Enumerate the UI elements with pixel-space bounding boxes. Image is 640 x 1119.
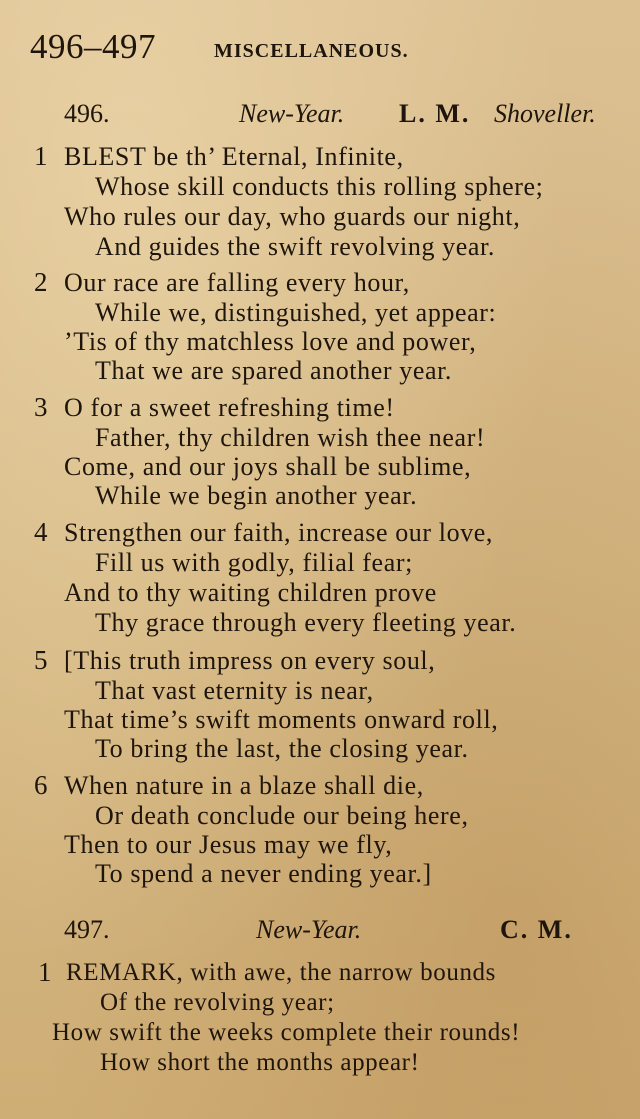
verse-line: Father, thy children wish thee near! [95, 423, 486, 452]
verse-line: That we are spared another year. [95, 356, 453, 385]
verse-line: And guides the swift revolving year. [95, 232, 495, 261]
stanza-number: 5 [34, 645, 48, 675]
hymn-tune: Shoveller. [494, 99, 596, 128]
verse-line: [This truth impress on every soul, [64, 646, 436, 675]
verse-line: Our race are falling every hour, [64, 268, 410, 297]
hymn-meter: L. M. [399, 99, 471, 128]
verse-line: While we begin another year. [95, 481, 418, 510]
verse-line: Who rules our day, who guards our night, [64, 202, 521, 231]
verse-line: Thy grace through every fleeting year. [95, 608, 517, 637]
section-title: MISCELLANEOUS. [214, 40, 409, 62]
verse-line: How swift the weeks complete their rounds! [52, 1019, 521, 1046]
hymn-title: New-Year. [239, 99, 345, 128]
verse-line: How short the months appear! [100, 1049, 420, 1076]
stanza-number: 4 [34, 517, 48, 547]
page-range: 496–497 [30, 27, 156, 66]
verse-line: Or death conclude our being here, [95, 801, 469, 830]
hymn-heading [64, 97, 614, 131]
verse-line: That vast eternity is near, [95, 676, 374, 705]
hymn-number: 496. [64, 99, 110, 128]
hymn-number: 497. [64, 915, 110, 944]
stanza-number: 1 [38, 957, 52, 987]
stanza-number: 2 [34, 267, 48, 297]
running-head [30, 24, 630, 74]
verse-line: Strengthen our faith, increase our love, [64, 518, 494, 547]
verse-line: To spend a never ending year.] [95, 859, 432, 888]
verse-line: Then to our Jesus may we fly, [64, 830, 393, 859]
verse-line: While we, distinguished, yet appear: [95, 298, 497, 327]
verse-line: Whose skill conducts this rolling sphere; [95, 172, 544, 201]
hymn-title: New-Year. [256, 915, 362, 944]
verse-line: Of the revolving year; [100, 989, 335, 1016]
stanza-number: 1 [34, 141, 48, 171]
verse-line: ’Tis of thy matchless love and power, [64, 327, 477, 356]
stanza-number: 3 [34, 392, 48, 422]
verse-line: Come, and our joys shall be sublime, [64, 452, 472, 481]
hymn-heading [64, 913, 614, 947]
verse-line: REMARK, with awe, the narrow bounds [66, 959, 496, 986]
verse-line: When nature in a blaze shall die, [64, 771, 424, 800]
verse-line: That time’s swift moments onward roll, [64, 705, 499, 734]
stanza-number: 6 [34, 770, 48, 800]
verse-line: And to thy waiting children prove [64, 578, 437, 607]
verse-line: BLEST be th’ Eternal, Infinite, [64, 142, 404, 171]
hymn-meter: C. M. [500, 915, 573, 944]
verse-line: Fill us with godly, filial fear; [95, 548, 413, 577]
verse-line: To bring the last, the closing year. [95, 734, 469, 763]
verse-line: O for a sweet refreshing time! [64, 393, 395, 422]
